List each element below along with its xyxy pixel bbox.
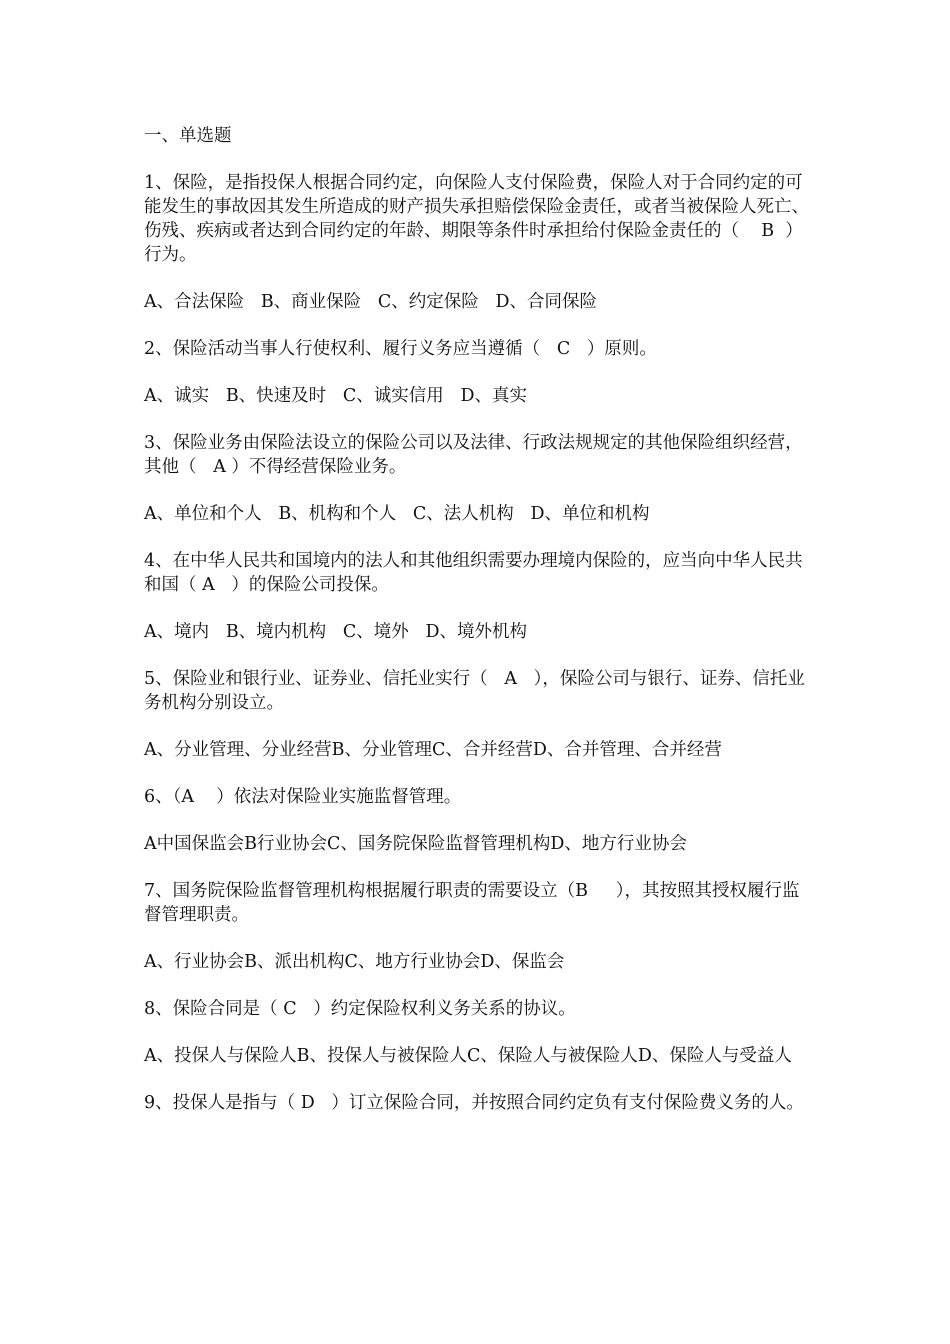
question-7: 7、国务院保险监督管理机构根据履行职责的需要设立（B ），其按照其授权履行监督管理职责。	[144, 881, 800, 925]
question-4-options: A、境内 B、境内机构 C、境外 D、境外机构	[144, 622, 527, 642]
question-8: 8、保险合同是（ C ）约定保险权利义务关系的协议。	[144, 999, 576, 1019]
question-6: 6、（A ）依法对保险业实施监督管理。	[144, 787, 462, 807]
question-2-options: A、诚实 B、快速及时 C、诚实信用 D、真实	[144, 386, 527, 406]
question-9: 9、投保人是指与（ D ）订立保险合同，并按照合同约定负有支付保险费义务的人。	[144, 1093, 804, 1113]
document-body	[144, 124, 816, 1138]
question-1: 1、保险，是指投保人根据合同约定，向保险人支付保险费，保险人对于合同约定的可能发生的事故因其发生所造成的财产损失承担赔偿保险金责任，或者当被保险人死亡、伤残、疾病或者达到合同约定的年龄、期限等条件时承担给付保险金责任的（ B ）行为。	[144, 173, 809, 265]
question-4: 4、在中华人民共和国境内的法人和其他组织需要办理境内保险的，应当向中华人民共和国（ A ）的保险公司投保。	[144, 551, 803, 595]
question-5: 5、保险业和银行业、证券业、信托业实行（ A ），保险公司与银行、证券、信托业务机构分别设立。	[144, 669, 805, 713]
question-8-options: A、投保人与保险人B、投保人与被保险人C、保险人与被保险人D、保险人与受益人	[144, 1046, 792, 1066]
question-1-options: A、合法保险 B、商业保险 C、约定保险 D、合同保险	[144, 292, 597, 312]
question-7-options: A、行业协会B、派出机构C、地方行业协会D、保监会	[144, 952, 565, 972]
question-3: 3、保险业务由保险法设立的保险公司以及法律、行政法规规定的其他保险组织经营，其他（ A ）不得经营保险业务。	[144, 433, 803, 477]
question-2: 2、保险活动当事人行使权利、履行义务应当遵循（ C ）原则。	[144, 339, 657, 359]
question-5-options: A、分业管理、分业经营B、分业管理C、合并经营D、合并管理、合并经营	[144, 740, 722, 760]
section-title: 一、单选题	[144, 126, 232, 146]
question-3-options: A、单位和个人 B、机构和个人 C、法人机构 D、单位和机构	[144, 504, 650, 524]
question-6-options: A中国保监会B行业协会C、国务院保险监督管理机构D、地方行业协会	[144, 834, 687, 854]
